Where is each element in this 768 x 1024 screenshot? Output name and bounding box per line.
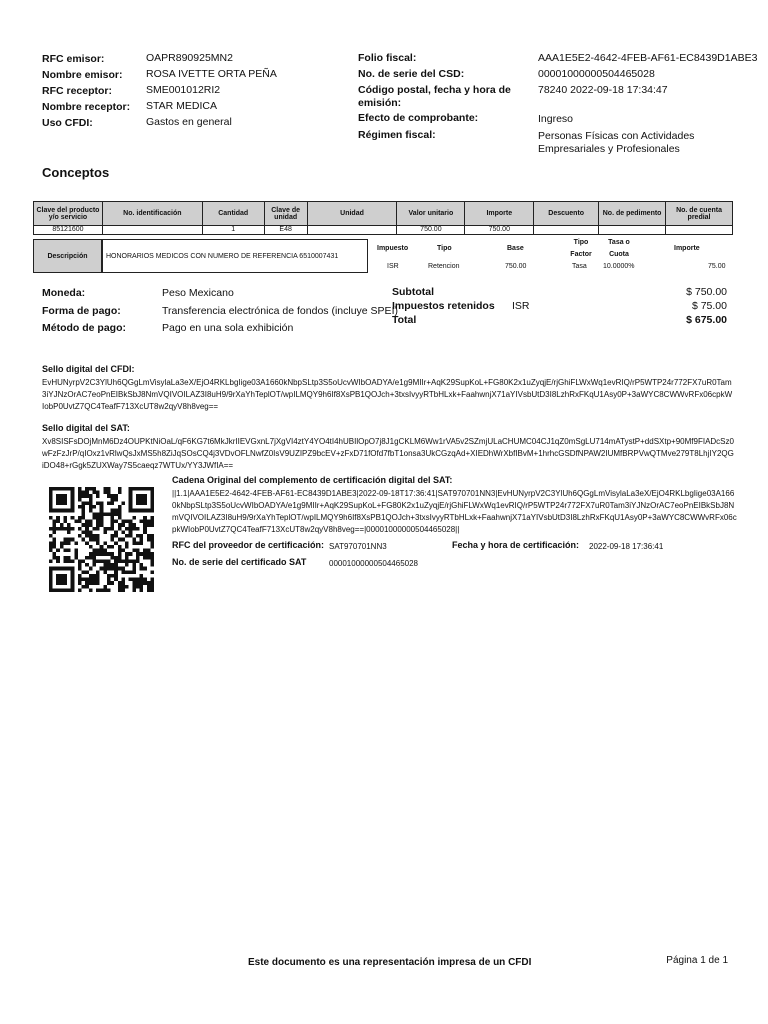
rfc-emisor-value: OAPR890925MN2 bbox=[146, 52, 233, 64]
footer-note: Este documento es una representación impresa de un CFDI bbox=[248, 957, 532, 968]
fecha-certificacion-label: Fecha y hora de certificación: bbox=[452, 540, 580, 550]
rfc-emisor-label: RFC emisor: bbox=[42, 53, 105, 65]
page-number: Página 1 de 1 bbox=[666, 955, 728, 966]
conceptos-header-row bbox=[34, 202, 733, 226]
sello-sat-label: Sello digital del SAT: bbox=[42, 423, 130, 433]
qr-code-icon bbox=[49, 487, 154, 592]
imp-cell-tasa: 10.0000% bbox=[603, 263, 635, 270]
cell-clave-producto: 85121600 bbox=[34, 226, 103, 235]
cell-no-cuenta-predial bbox=[666, 226, 733, 235]
metodo-pago-value: Pago en una sola exhibición bbox=[162, 322, 294, 334]
cell-valor-unitario: 750.00 bbox=[397, 226, 465, 235]
subtotal-label: Subtotal bbox=[392, 286, 434, 298]
regimen-value-line-1: Personas Físicas con Actividades bbox=[538, 130, 695, 142]
subtotal-value: $ 750.00 bbox=[686, 286, 727, 298]
cell-no-identificacion bbox=[102, 226, 202, 235]
imp-col-tasa-line-2: Cuota bbox=[609, 251, 629, 258]
imp-cell-importe: 75.00 bbox=[708, 263, 726, 270]
cell-no-pedimento bbox=[599, 226, 666, 235]
regimen-value-line-2: Empresariales y Profesionales bbox=[538, 143, 680, 155]
fecha-certificacion-value: 2022-09-18 17:36:41 bbox=[589, 542, 664, 551]
conceptos-title: Conceptos bbox=[42, 165, 110, 180]
rfc-proveedor-value: SAT970701NN3 bbox=[329, 542, 387, 551]
imp-col-impuesto: Impuesto bbox=[377, 245, 409, 252]
col-importe: Importe bbox=[465, 202, 534, 226]
serie-csd-label: No. de serie del CSD: bbox=[358, 68, 465, 80]
nombre-receptor-label: Nombre receptor: bbox=[42, 101, 131, 113]
imp-col-tasa bbox=[604, 238, 634, 259]
col-no-pedimento: No. de pedimento bbox=[599, 202, 666, 226]
cp-label-line-1: Código postal, fecha y hora de bbox=[358, 84, 511, 96]
col-descuento: Descuento bbox=[534, 202, 599, 226]
imp-cell-base: 750.00 bbox=[505, 263, 527, 270]
impuestos-retenidos-value: $ 75.00 bbox=[691, 300, 727, 312]
cell-importe: 750.00 bbox=[465, 226, 534, 235]
cell-clave-unidad: E48 bbox=[264, 226, 307, 235]
rfc-receptor-row bbox=[42, 83, 112, 99]
rfc-receptor-label: RFC receptor: bbox=[42, 85, 113, 97]
serie-certificado-sat-label: No. de serie del certificado SAT bbox=[172, 557, 307, 567]
regimen-label: Régimen fiscal: bbox=[358, 129, 436, 141]
nombre-emisor-row bbox=[42, 67, 123, 83]
sello-sat-text: Xv8SISFsDOjMnM6Dz4OUPKtNiOaL/qF6KG7t6MkJkrIIEVGxnL7jXgVI4ztY4YO4tI4hUBIlOpO7j8J1gCKLM6Ww1rVA5v2SZmjULaCHUMC04CJ1qZ0mSgLU714mATystP+ddSXtp+90Mf9FIADcSz0wFzFzJrP/qIOxz1vRlwQsJxMS5h8ZiJqSOsCQ4j3VDvOFLNwfZ0IsV9UZIPZ9bcEV+zFxD71fOfd7fbT1onsa3UkCGzqAd+XIEDhWrXbfIBvM+1hrhcGSDfNPAW2IUMfBRPVwQTMve279T8LhjIY2QGiDO48+rGgk5ZUXWay7S5caeqz7WTUx/YY3JWfIA== bbox=[42, 437, 734, 470]
impuestos-retenidos-label: Impuestos retenidos bbox=[392, 300, 495, 312]
cell-cantidad: 1 bbox=[202, 226, 264, 235]
total-label: Total bbox=[392, 314, 417, 326]
nombre-receptor-value: STAR MEDICA bbox=[146, 100, 217, 112]
col-cantidad: Cantidad bbox=[202, 202, 264, 226]
cp-value: 78240 2022-09-18 17:34:47 bbox=[538, 84, 668, 96]
cp-label-line-2: emisión: bbox=[358, 97, 402, 109]
imp-col-tasa-line-1: Tasa o bbox=[608, 239, 630, 246]
cadena-text: ||1.1|AAA1E5E2-4642-4FEB-AF61-EC8439D1ABE3|2022-09-18T17:36:41|SAT970701NN3|EvHUNyrpV2C3YlUh6QGgLmVisylaLa3eX/EjO4RKLbgIige03A1660kNbpSLtp3S5oUcvWIbOADYA/e1g9MIIr+AqK29SupKoL+FG80K2x1uZyqjE/rjGhiFLWxWq1evRIQ/rP5WTP24r772FX7uR0Tam3iYJNzOrAC7eoPnEIBkSbJ8NmVQIVOILAZ3I8uH9/9rXaYhTeplOT/wpILMQY9h6If8XsPB1QOJch+3txsIvyyRTbHLxk+FaahwnjX71aYIVsbUtD3I8LzhRxFKqU1Asy0P+3aWYC8CWWvRFx06cpkWIobP0UvtZ7QC4TeafF713XcUT8w2qyV8h8veg==|00001000000504465028|| bbox=[172, 489, 737, 534]
total-value: $ 675.00 bbox=[686, 314, 727, 326]
sello-cfdi-text: EvHUNyrpV2C3YlUh6QGgLmVisylaLa3eX/EjO4RKLbgIige03A1660kNbpSLtp3S5oUcvWIbOADYA/e1g9MIIr+AqK29SupKoL+FG80K2x1uZyqjE/rjGhiFLWxWq1evRIQ/rP5WTP24r772FX7uR0Tam3iYJNzOrAC7eoPnEIBkSbJ8NmVQIVOILAZ3I8uH9/9rXaYhTeplOT/wpILMQY9h6If8XsPB1QOJch+3txsIvyyRTbHLxk+FaahwnjX71aYIVsbUtD3I8LzhRxFKqU1Asy0P+3aWYC8CWWvRFx06cpkWIobP0UvtZ7QC4TeafF713XcUT8w2qyV8h8veg== bbox=[42, 378, 733, 411]
col-no-identificacion: No. identificación bbox=[102, 202, 202, 226]
folio-value: AAA1E5E2-4642-4FEB-AF61-EC8439D1ABE3 bbox=[538, 52, 758, 64]
metodo-pago-label: Método de pago: bbox=[42, 322, 126, 334]
impuestos-retenidos-tipo: ISR bbox=[512, 300, 530, 312]
col-unidad: Unidad bbox=[307, 202, 397, 226]
descripcion-label: Descripción bbox=[33, 239, 102, 273]
uso-cfdi-row bbox=[42, 115, 93, 131]
cell-descuento bbox=[534, 226, 599, 235]
forma-pago-value: Transferencia electrónica de fondos (incluye SPEI) bbox=[162, 305, 398, 317]
col-clave-producto: Clave del producto y/o servicio bbox=[34, 202, 103, 226]
efecto-value: Ingreso bbox=[538, 113, 574, 125]
efecto-label: Efecto de comprobante: bbox=[358, 112, 479, 124]
uso-cfdi-label: Uso CFDI: bbox=[42, 117, 93, 129]
serie-csd-value: 00001000000504465028 bbox=[538, 68, 655, 80]
rfc-receptor-value: SME001012RI2 bbox=[146, 84, 221, 96]
folio-label: Folio fiscal: bbox=[358, 52, 417, 64]
imp-cell-tipo: Retencion bbox=[428, 263, 460, 270]
imp-col-importe: Importe bbox=[674, 245, 700, 252]
imp-col-tipo-factor-line-2: Factor bbox=[570, 251, 592, 258]
nombre-emisor-value: ROSA IVETTE ORTA PEÑA bbox=[146, 68, 277, 80]
imp-cell-tipo-factor: Tasa bbox=[572, 263, 587, 270]
imp-col-base: Base bbox=[507, 245, 524, 252]
rfc-emisor-row bbox=[42, 51, 104, 67]
rfc-proveedor-label: RFC del proveedor de certificación: bbox=[172, 540, 325, 550]
moneda-value: Peso Mexicano bbox=[162, 287, 234, 299]
nombre-receptor-row bbox=[42, 99, 130, 115]
imp-col-tipo-factor bbox=[568, 238, 594, 259]
serie-certificado-sat-value: 00001000000504465028 bbox=[329, 559, 418, 568]
cell-unidad bbox=[307, 226, 397, 235]
conceptos-table bbox=[33, 201, 733, 235]
moneda-label: Moneda: bbox=[42, 287, 86, 299]
col-valor-unitario: Valor unitario bbox=[397, 202, 465, 226]
table-row bbox=[34, 226, 733, 235]
cadena-label: Cadena Original del complemento de certificación digital del SAT: bbox=[172, 475, 453, 485]
sello-cfdi-label: Sello digital del CFDI: bbox=[42, 364, 135, 374]
nombre-emisor-label: Nombre emisor: bbox=[42, 69, 123, 81]
forma-pago-label: Forma de pago: bbox=[42, 305, 121, 317]
col-clave-unidad: Clave de unidad bbox=[264, 202, 307, 226]
col-no-cuenta-predial: No. de cuenta predial bbox=[666, 202, 733, 226]
descripcion-value: HONORARIOS MEDICOS CON NUMERO DE REFERENCIA 6510007431 bbox=[102, 239, 368, 273]
imp-col-tipo: Tipo bbox=[437, 245, 452, 252]
imp-col-tipo-factor-line-1: Tipo bbox=[573, 239, 589, 246]
uso-cfdi-value: Gastos en general bbox=[146, 116, 232, 128]
imp-cell-impuesto: ISR bbox=[387, 263, 399, 270]
